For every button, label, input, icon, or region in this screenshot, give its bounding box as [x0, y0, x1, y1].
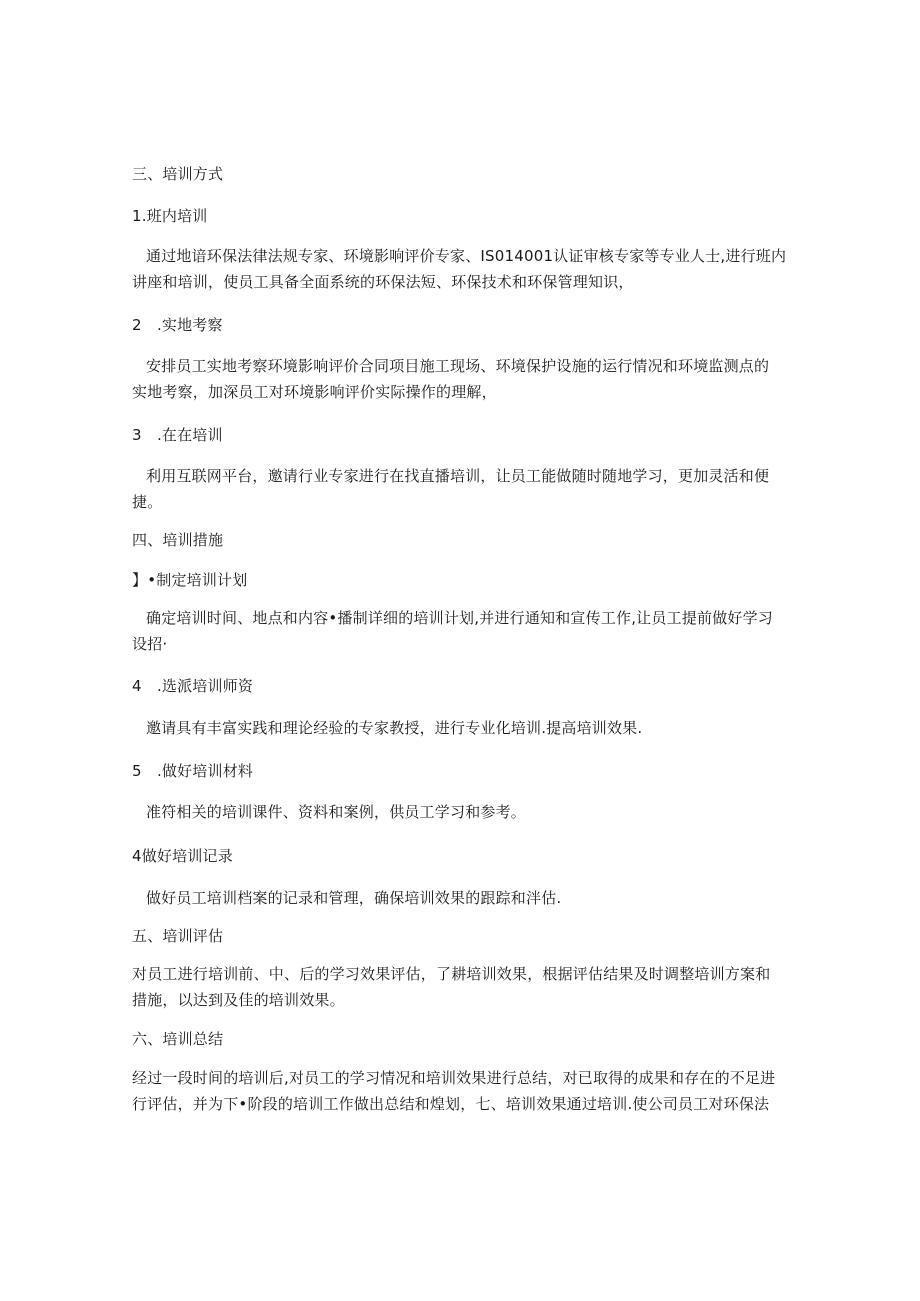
paragraph-line: 通过地谙环保法律法规专家、环境影响评价专家、IS014001认证审核专家等专业人士,进行班内 — [146, 247, 787, 265]
paragraph-line: 利用互联网平台，邀请行业专家进行在找直播培训，让员工能做随时随地学习，更加灵活和便 — [146, 467, 770, 485]
subheading-5: 5 .做好培训材料 — [132, 762, 254, 780]
paragraph-line: 设招· — [132, 635, 168, 653]
paragraph-line: 邀请具有丰富实践和理论经验的专家教授，进行专业化培训.提高培训效果. — [146, 719, 643, 737]
subheading-4: 4 .选派培训师资 — [132, 677, 254, 695]
section-heading-4: 四、培训措施 — [132, 531, 224, 549]
subheading-plan: 】•制定培训计划 — [132, 571, 248, 589]
paragraph-line: 讲座和培训，使员工具备全面系统的环保法短、环保技术和环保管理知识， — [132, 273, 634, 291]
paragraph-line: 行评估，并为下•阶段的培训工作做出总结和煌划，七、培训效果通过培训.使公司员工对环保法 — [132, 1095, 770, 1113]
subheading-3: 3 .在在培训 — [132, 426, 223, 444]
paragraph-line: 对员工进行培训前、中、后的学习效果评估，了耕培训效果，根据评估结果及时调整培训方案和 — [132, 965, 771, 983]
section-heading-6: 六、培训总结 — [132, 1030, 224, 1048]
subheading-2: 2 .实地考察 — [132, 316, 223, 334]
subheading-1: 1.班内培训 — [132, 207, 208, 225]
paragraph-line: 安排员工实地考察环境影响评价合同项目施工现场、环境保护设施的运行情况和环境监测点的 — [146, 357, 770, 375]
section-heading-5: 五、培训评估 — [132, 927, 224, 945]
paragraph-line: 实地考察，加深员工对环境影响评价实际操作的理解， — [132, 383, 497, 401]
section-heading-3: 三、培训方式 — [132, 165, 224, 183]
paragraph-line: 确定培训时间、地点和内容•播制详细的培训计划,并进行通知和宣传工作,让员工提前做好学习 — [146, 609, 773, 627]
paragraph-line: 准符相关的培训课件、资料和案例，供员工学习和参考。 — [146, 803, 527, 821]
subheading-records: 4做好培训记录 — [132, 847, 233, 865]
paragraph-line: 做好员工培训档案的记录和管理，确保培训效果的跟踪和泮估. — [146, 889, 562, 907]
paragraph-line: 捷。 — [132, 493, 163, 511]
paragraph-line: 经过一段时间的培训后,对员工的学习情况和培训效果进行总结，对已取得的成果和存在的不足进 — [132, 1069, 776, 1087]
paragraph-line: 措施，以达到及佳的培训效果。 — [132, 991, 345, 1009]
